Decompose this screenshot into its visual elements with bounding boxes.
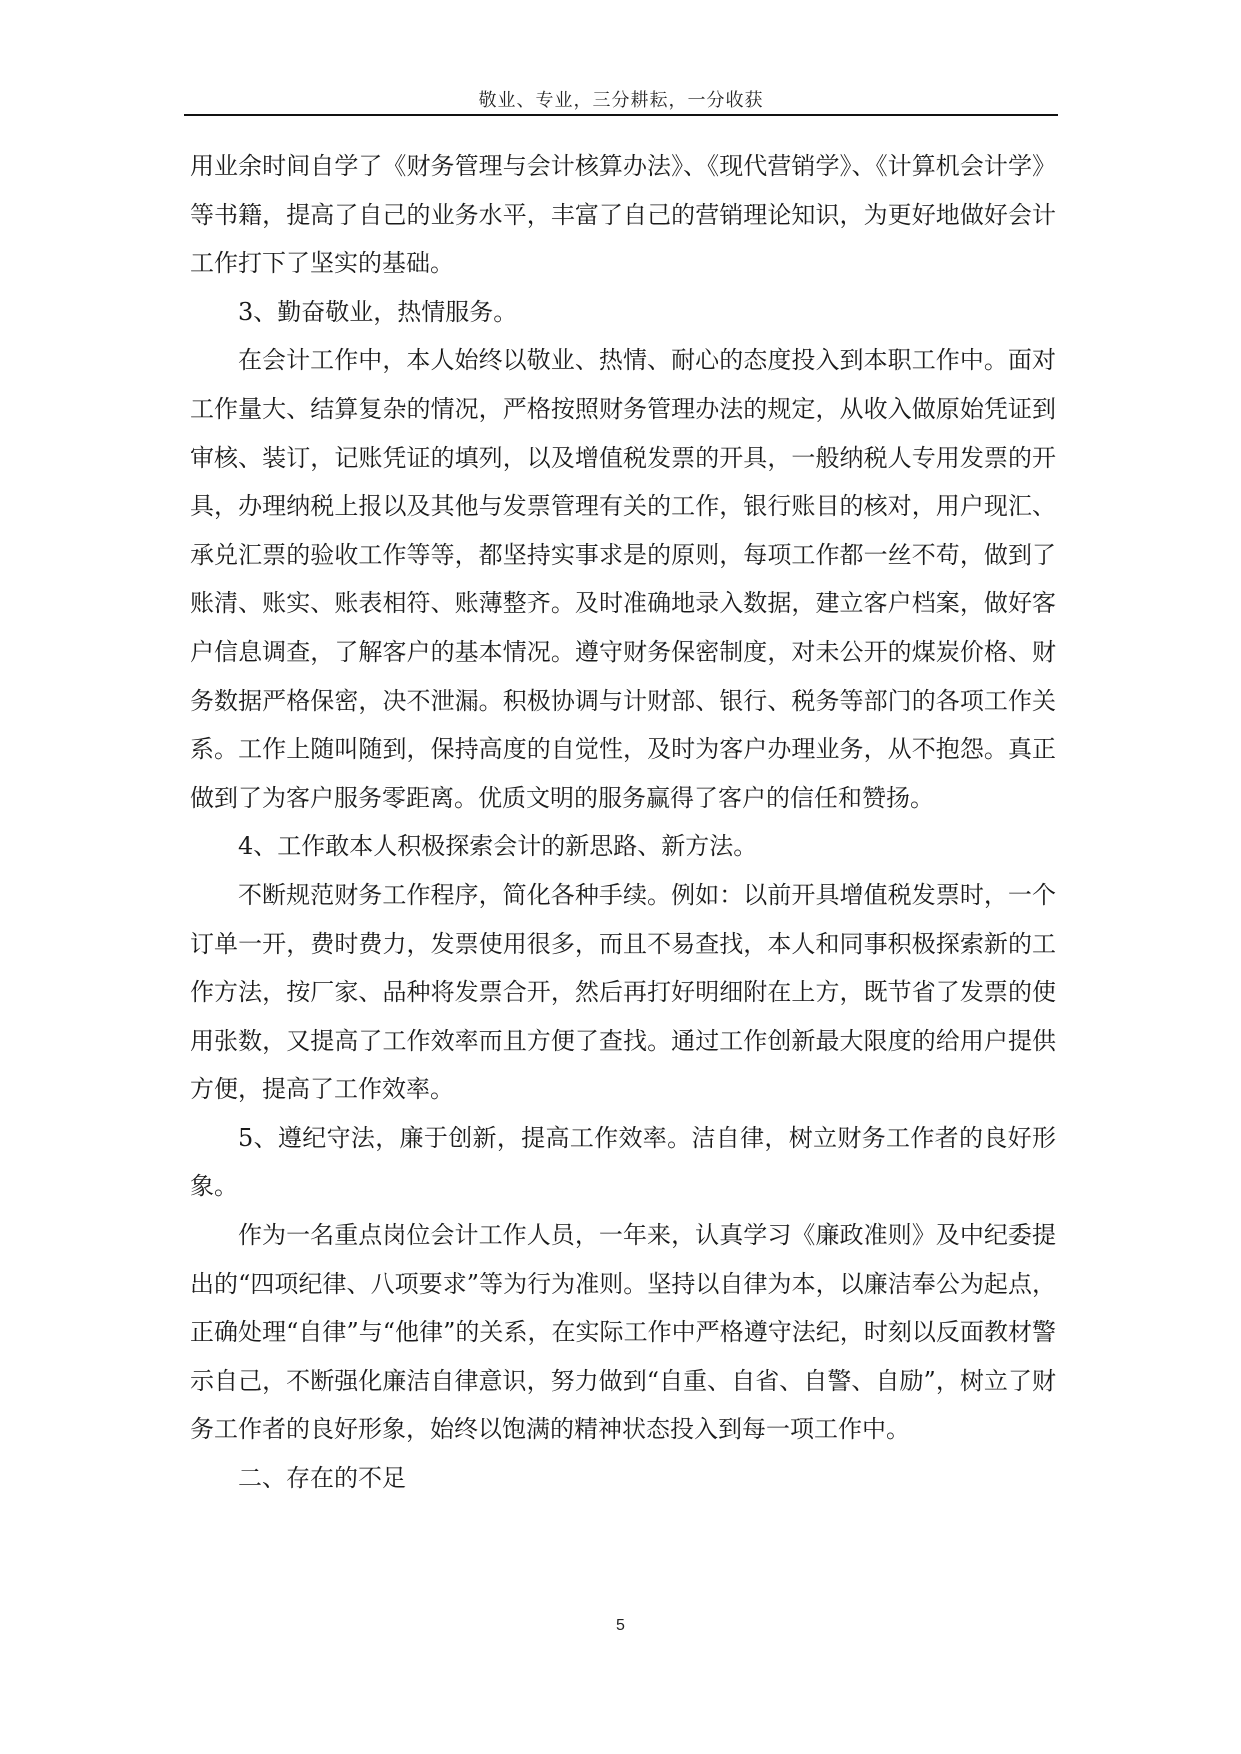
paragraph-3: 在会计工作中，本人始终以敬业、热情、耐心的态度投入到本职工作中。面对工作量大、结算复杂的情况，严格按照财务管理办法的规定，从收入做原始凭证到审核、装订，记账凭证的填列，以及增值税发票的开具，一般纳税人专用发票的开具，办理纳税上报以及其他与发票管理有关的工作，银行账目的核对，用户现汇、承兑汇票的验收工作等等，都坚持实事求是的原则，每项工作都一丝不苟，做到了账清、账实、账表相符、账薄整齐。及时准确地录入数据，建立客户档案，做好客户信息调查，了解客户的基本情况。遵守财务保密制度，对未公开的煤炭价格、财务数据严格保密，决不泄漏。积极协调与计财部、银行、税务等部门的各项工作关系。工作上随叫随到，保持高度的自觉性，及时为客户办理业务，从不抱怨。真正做到了为客户服务零距离。优质文明的服务赢得了客户的信任和赞扬。 (190, 346, 1056, 812)
paragraph-continued: 用业余时间自学了《财务管理与会计核算办法》、《现代营销学》、《计算机会计学》等书籍，提高了自己的业务水平，丰富了自己的营销理论知识，为更好地做好会计工作打下了坚实的基础。 (190, 152, 1056, 278)
document-body (190, 142, 1056, 1503)
header-divider (184, 114, 1058, 116)
page-number: 5 (616, 1617, 625, 1634)
subheading-4: 4、工作敢本人积极探索会计的新思路、新方法。 (238, 832, 758, 861)
paragraph-4: 不断规范财务工作程序，简化各种手续。例如：以前开具增值税发票时，一个订单一开，费时费力，发票使用很多，而且不易查找，本人和同事积极探索新的工作方法，按厂家、品种将发票合开，然后再打好明细附在上方，既节省了发票的使用张数，又提高了工作效率而且方便了查找。通过工作创新最大限度的给用户提供方便，提高了工作效率。 (190, 880, 1056, 1104)
section-heading-2: 二、存在的不足 (238, 1464, 406, 1493)
subheading-3: 3、勤奋敬业，热情服务。 (238, 297, 518, 326)
subheading-5: 5、遵纪守法，廉于创新，提高工作效率。洁自律，树立财务工作者的良好形象。 (190, 1123, 1056, 1201)
page-header: 敬业、专业，三分耕耘，一分收获 (478, 90, 764, 111)
paragraph-5: 作为一名重点岗位会计工作人员，一年来，认真学习《廉政准则》及中纪委提出的“四项纪律、八项要求”等为行为准则。坚持以自律为本，以廉洁奉公为起点，正确处理“自律”与“他律”的关系，在实际工作中严格遵守法纪，时刻以反面教材警示自己，不断强化廉洁自律意识，努力做到“自重、自省、自警、自励”，树立了财务工作者的良好形象，始终以饱满的精神状态投入到每一项工作中。 (190, 1221, 1056, 1444)
